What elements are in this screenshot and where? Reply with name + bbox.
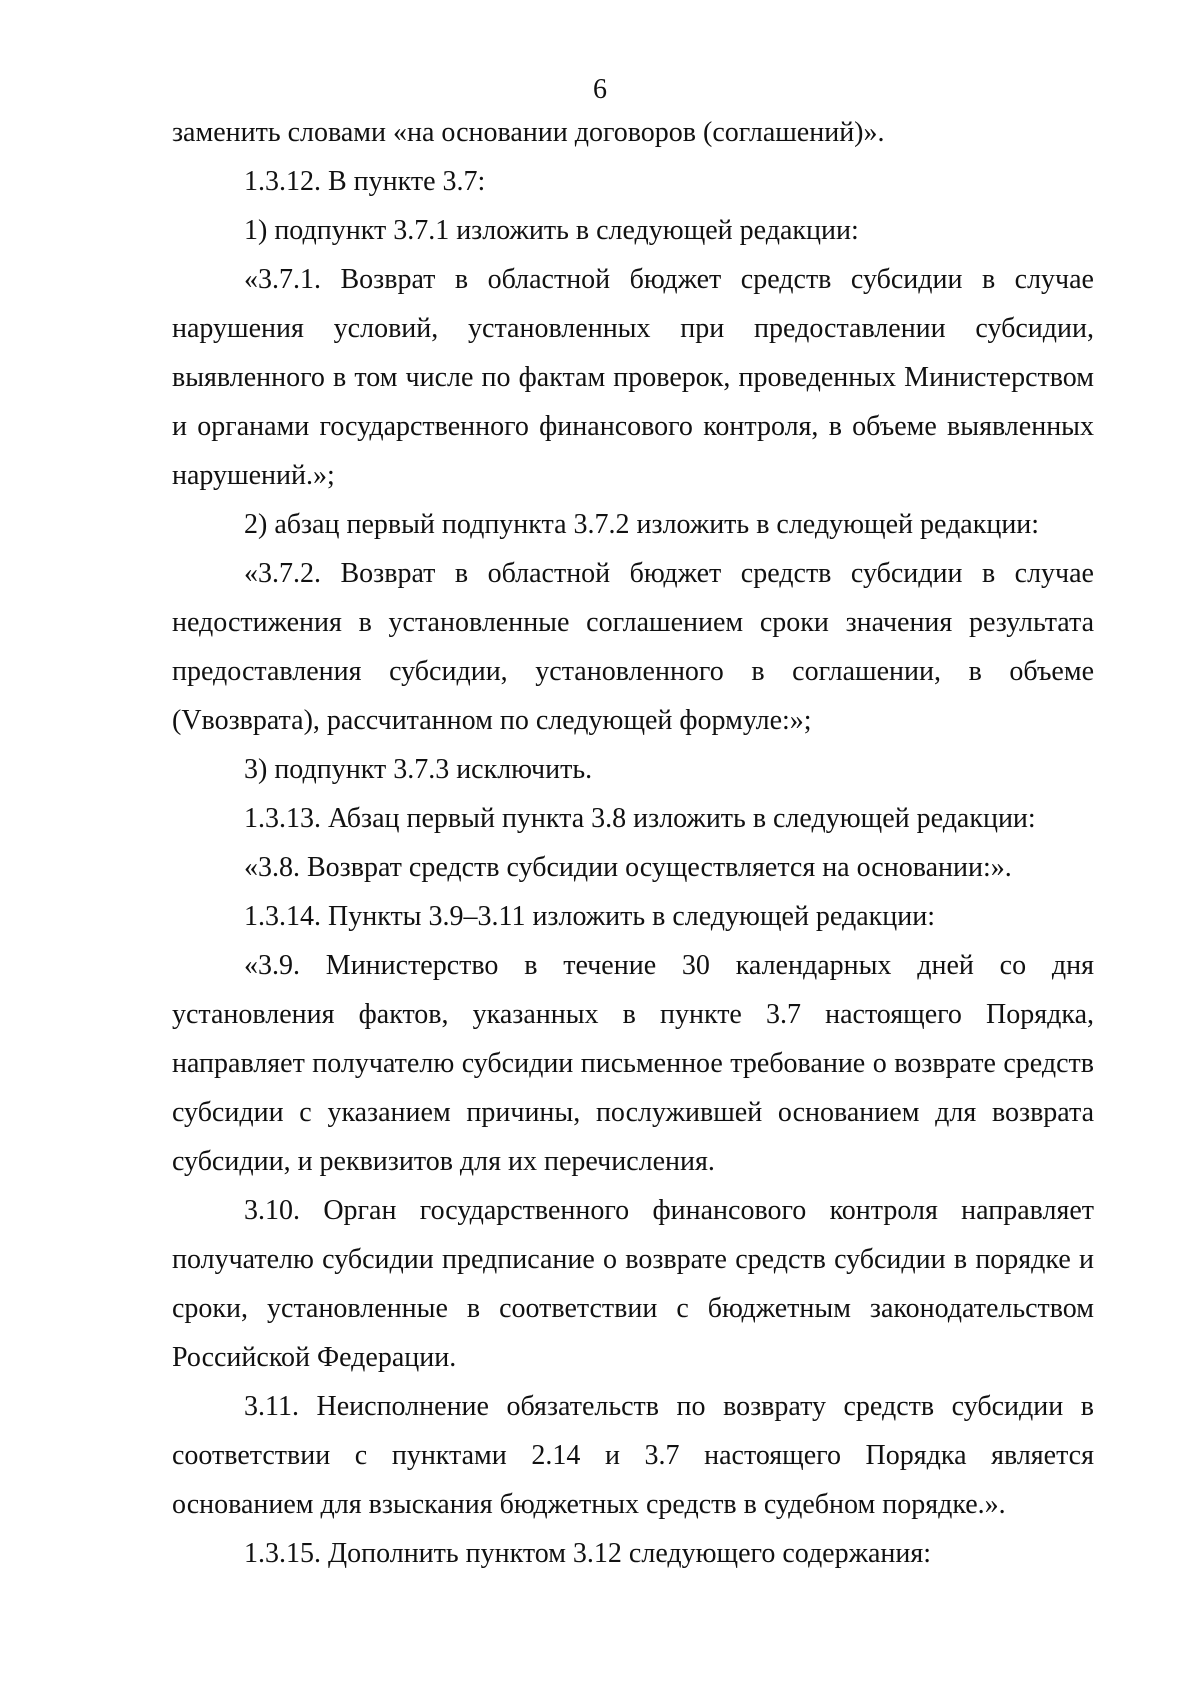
paragraph-10: 1.3.14. Пункты 3.9–3.11 изложить в следующей редакции: xyxy=(244,901,935,932)
paragraph-6: «3.7.2. Возврат в областной бюджет средств субсидии в случае недостижения в установленные соглашением сроки значения результата предоставления субсидии, установленного в соглашении, в объеме (Vвозврата), рассчитанном по следующей формуле:»; xyxy=(172,558,1094,736)
paragraph-12: 3.10. Орган государственного финансового контроля направляет получателю субсидии предписание о возврате средств субсидии в порядке и сроки, установленные в соответствии с бюджетным законодательством Российской Федерации. xyxy=(172,1195,1094,1373)
paragraph-2: 1.3.12. В пункте 3.7: xyxy=(244,166,486,197)
paragraph-5: 2) абзац первый подпункта 3.7.2 изложить в следующей редакции: xyxy=(244,509,1040,540)
paragraph-13: 3.11. Неисполнение обязательств по возврату средств субсидии в соответствии с пунктами 2.14 и 3.7 настоящего Порядка является основанием для взыскания бюджетных средств в судебном порядке.». xyxy=(172,1391,1094,1520)
paragraph-1: заменить словами «на основании договоров (соглашений)». xyxy=(172,117,885,148)
paragraph-3: 1) подпункт 3.7.1 изложить в следующей редакции: xyxy=(244,215,859,246)
page-number: 6 xyxy=(593,74,607,105)
paragraph-7: 3) подпункт 3.7.3 исключить. xyxy=(244,754,593,785)
paragraph-11: «3.9. Министерство в течение 30 календарных дней со дня установления фактов, указанных в пункте 3.7 настоящего Порядка, направляет получателю субсидии письменное требование о возврате средств субсидии с указанием причины, послужившей основанием для возврата субсидии, и реквизитов для их перечисления. xyxy=(172,950,1094,1177)
document-body xyxy=(172,108,1094,1578)
paragraph-9: «3.8. Возврат средств субсидии осуществляется на основании:». xyxy=(244,852,1012,883)
paragraph-4: «3.7.1. Возврат в областной бюджет средств субсидии в случае нарушения условий, установленных при предоставлении субсидии, выявленного в том числе по фактам проверок, проведенных Министерством и органами государственного финансового контроля, в объеме выявленных нарушений.»; xyxy=(172,264,1094,491)
paragraph-8: 1.3.13. Абзац первый пункта 3.8 изложить в следующей редакции: xyxy=(244,803,1036,834)
paragraph-14: 1.3.15. Дополнить пунктом 3.12 следующего содержания: xyxy=(244,1538,932,1569)
